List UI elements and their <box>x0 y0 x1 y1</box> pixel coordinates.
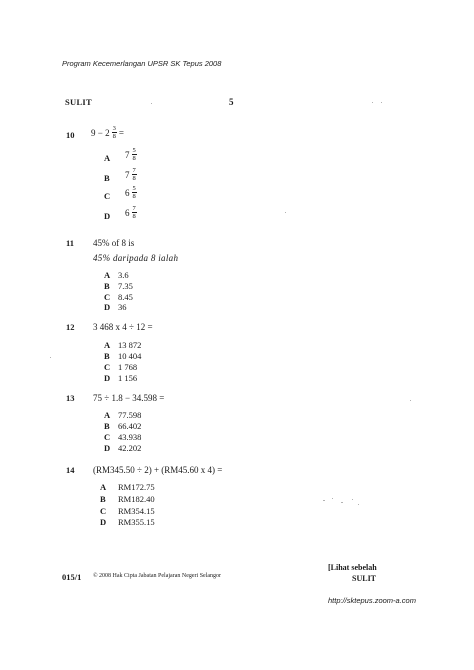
fraction <box>112 125 117 140</box>
option-b: 66.402 <box>118 421 142 431</box>
option-d: 1 156 <box>118 373 138 383</box>
scan-speck <box>341 502 343 503</box>
fraction-denominator: 8 <box>132 175 136 182</box>
source-url: http://sktepus.zoom-a.com <box>328 596 416 605</box>
option-a: 3.6 <box>118 270 129 280</box>
option-letter: A <box>104 270 111 280</box>
option-b: RM182.40 <box>118 494 155 504</box>
option-b: 7.35 <box>118 281 133 291</box>
expr-suffix: = <box>118 127 124 138</box>
scan-speck <box>381 102 382 103</box>
fraction <box>132 205 137 220</box>
option-letter: C <box>104 191 111 201</box>
question-text: 3 468 x 4 ÷ 12 = <box>93 322 153 332</box>
question-number: 10 <box>66 130 75 140</box>
option-c <box>125 185 137 200</box>
fraction-numerator: 7 <box>132 167 136 174</box>
scan-speck <box>358 504 359 505</box>
question-text: 75 ÷ 1.8 − 34.598 = <box>93 393 165 403</box>
fraction-numerator: 5 <box>132 147 136 154</box>
mixed-whole: 7 <box>125 149 130 160</box>
option-letter: A <box>104 410 111 420</box>
question-number: 12 <box>66 322 75 332</box>
option-a: 13 872 <box>118 340 142 350</box>
option-letter: D <box>104 302 111 312</box>
option-letter: C <box>104 362 111 372</box>
question-number: 11 <box>66 238 75 248</box>
scan-speck <box>372 102 373 103</box>
mixed-whole: 7 <box>125 169 130 180</box>
option-letter: A <box>100 482 107 492</box>
option-c: 43.938 <box>118 432 142 442</box>
question-text: 45% of 8 is <box>93 238 135 248</box>
sulit-label: SULIT <box>65 97 93 107</box>
option-letter: B <box>104 281 110 291</box>
option-a <box>125 147 137 162</box>
option-letter: D <box>100 517 107 527</box>
option-c: 8.45 <box>118 292 133 302</box>
paper-code: 015/1 <box>62 572 82 582</box>
scan-speck <box>352 499 353 500</box>
option-letter: D <box>104 373 111 383</box>
fraction-numerator: 7 <box>132 205 136 212</box>
fraction <box>132 147 137 162</box>
option-c: RM354.15 <box>118 506 155 516</box>
scan-speck <box>151 103 152 104</box>
option-c: 1 768 <box>118 362 138 372</box>
fraction-denominator: 8 <box>132 213 136 220</box>
mixed-whole: 6 <box>125 187 130 198</box>
question-text-malay: 45% daripada 8 ialah <box>93 253 179 263</box>
option-d: 36 <box>118 302 127 312</box>
option-letter: A <box>104 153 111 163</box>
option-letter: A <box>104 340 111 350</box>
program-header: Program Kecemerlangan UPSR SK Tepus 2008 <box>62 59 222 68</box>
scan-speck <box>50 357 51 358</box>
option-b: 10 404 <box>118 351 142 361</box>
option-d: RM355.15 <box>118 517 155 527</box>
option-a: 77.598 <box>118 410 142 420</box>
option-letter: B <box>100 494 106 504</box>
fraction <box>132 185 137 200</box>
option-letter: C <box>104 432 111 442</box>
option-b <box>125 167 137 182</box>
mixed-whole: 6 <box>125 207 130 218</box>
page-number: 5 <box>229 97 234 107</box>
question-text <box>91 125 124 140</box>
option-letter: C <box>104 292 111 302</box>
fraction <box>132 167 137 182</box>
option-letter: D <box>104 211 111 221</box>
copyright-notice: © 2008 Hak Cipta Jabatan Pelajaran Negeri Selangor <box>93 573 222 579</box>
turn-over-note: [Lihat sebelah <box>328 563 377 572</box>
expr-prefix: 9 − 2 <box>91 127 110 138</box>
option-letter: B <box>104 351 110 361</box>
option-letter: B <box>104 421 110 431</box>
question-text: (RM345.50 ÷ 2) + (RM45.60 x 4) = <box>93 465 223 475</box>
scan-speck <box>285 212 286 213</box>
sulit-footer-label: SULIT <box>352 574 377 583</box>
fraction-denominator: 8 <box>132 193 136 200</box>
option-d: 42.202 <box>118 443 142 453</box>
scan-speck <box>410 400 411 401</box>
fraction-numerator: 3 <box>112 125 116 132</box>
option-letter: B <box>104 173 110 183</box>
option-letter: D <box>104 443 111 453</box>
fraction-denominator: 8 <box>112 133 116 140</box>
fraction-numerator: 5 <box>132 185 136 192</box>
option-a: RM172.75 <box>118 482 155 492</box>
fraction-denominator: 8 <box>132 155 136 162</box>
scan-speck <box>323 500 325 501</box>
option-d <box>125 205 137 220</box>
question-number: 13 <box>66 393 75 403</box>
scan-speck <box>332 498 333 499</box>
question-number: 14 <box>66 465 75 475</box>
option-letter: C <box>100 506 107 516</box>
